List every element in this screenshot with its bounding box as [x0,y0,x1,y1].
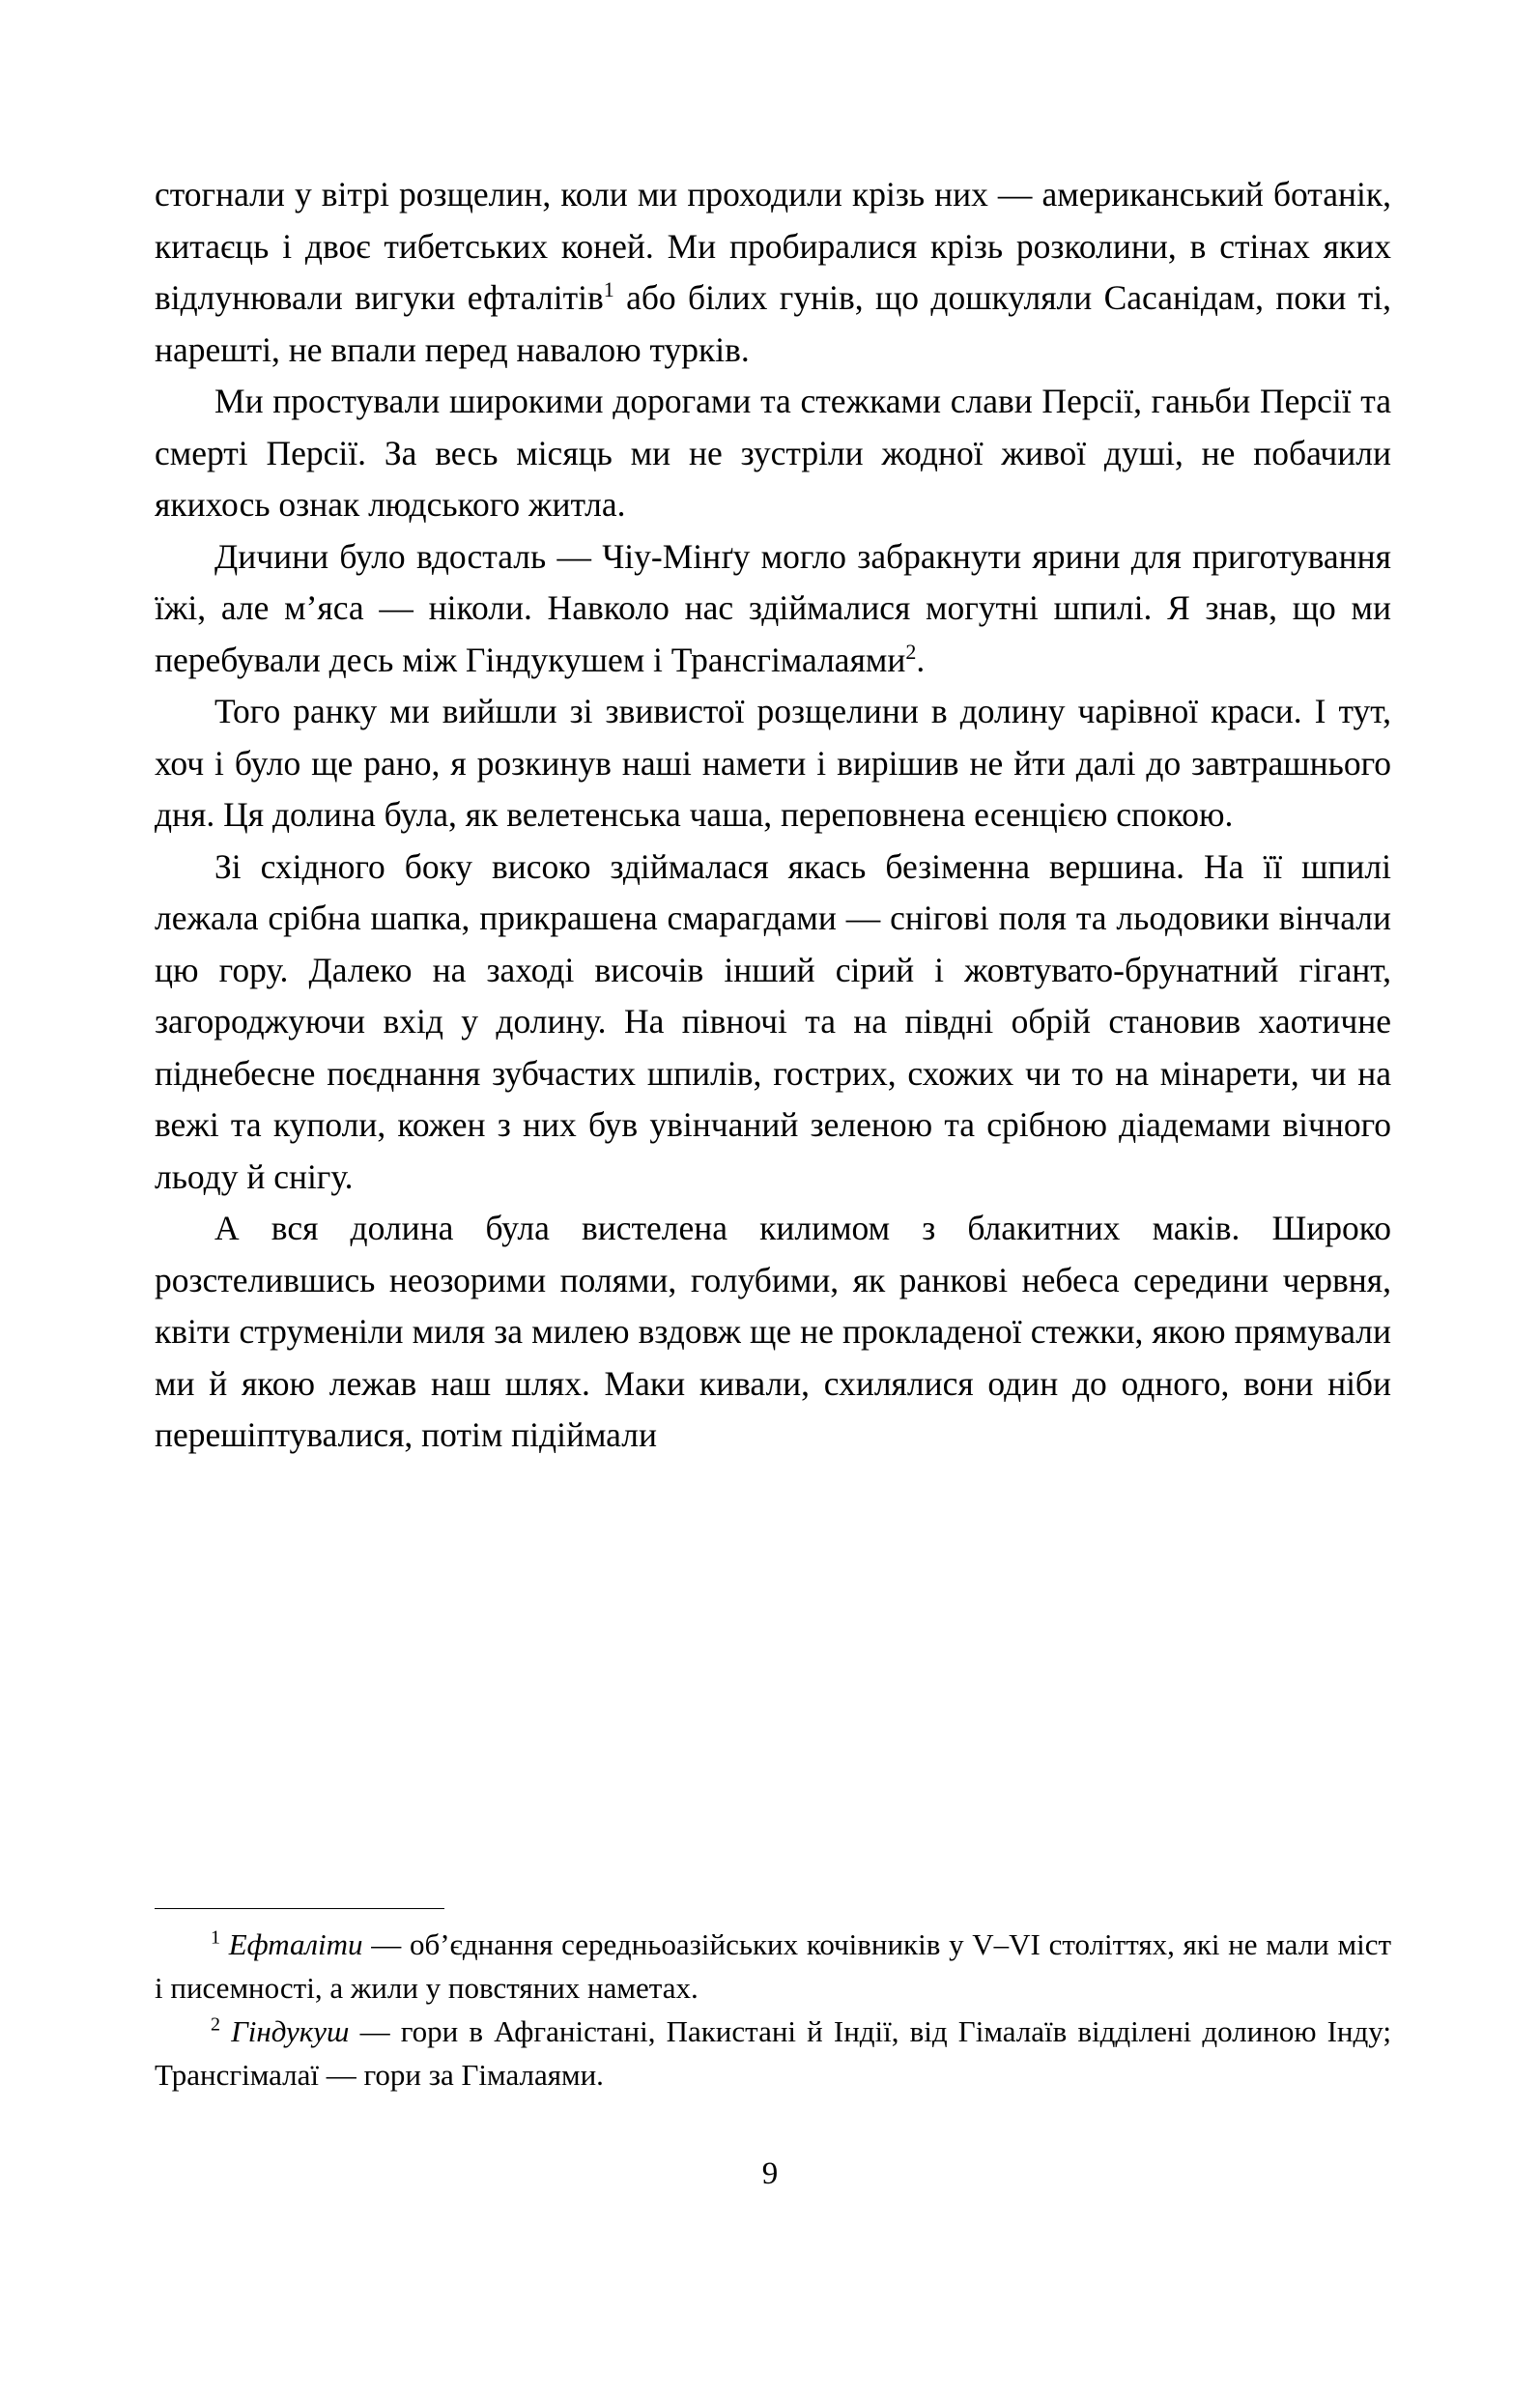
footnote-separator-rule [155,1908,444,1909]
footnote-term: Ефталіти [228,1927,363,1961]
footnote-item [155,1923,1391,2010]
footnote-ref: 1 [603,277,614,302]
body-text [155,169,1391,1462]
paragraph: Зі східного боку високо здіймалася якась безіменна вершина. На її шпилі лежала срібна шапка, прикрашена смарагдами — снігові поля та льодовики вінчали цю гору. Далеко на заході височів інший сірий і жовтувато-брунатний гігант, загороджуючи вхід у долину. На півночі та на півдні обрій становив хаотичне піднебесне поєднання зубчастих шпилів, гострих, схожих чи то на мінарети, чи на вежі та куполи, кожен з них був увінчаний зеленою та срібною діадемами вічного льоду й снігу. [155,846,1391,1196]
paragraph: Того ранку ми вийшли зі звивистої розщелини в долину чарівної краси. І тут, хоч і було ще рано, я розкинув наші намети і вирішив не йти далі до завтрашнього дня. Ця долина була, як велетенська чаша, переповнена есенцією спокою. [155,692,1391,834]
footnote-item [155,2010,1391,2096]
paragraph: А вся долина була вистелена килимом з блакитних маків. Широко розстелившись неозорими полями, голубими, як ранкові небеса середини червня, квіти струменіли миля за милею вздовж ще не прокладеної стежки, якою прямували ми й якою лежав наш шлях. Маки кивали, схилялися один до одного, вони ніби перешіптувалися, потім підіймали [155,1209,1391,1454]
paragraph: стогнали у вітрі розщелин, коли ми проходили крізь них — американський ботанік, китаєць і двоє тибетських коней. Ми пробиралися крізь розколини, в стінах яких відлунювали вигуки ефталітів$^1$ або білих гунів, що дошкуляли Сасанідам, поки ті, нарешті, не впали перед навалою турків. [155,175,1391,369]
paragraph: Дичини було вдосталь — Чіу-Мінґу могло забракнути ярини для приготування їжі, але м’яса — ніколи. Навколо нас здіймалися могутні шпилі. Я знав, що ми перебували десь між Гіндукушем і Трансгімалаями$^2$. [155,536,1391,679]
footnote-marker: 1 [211,1926,220,1949]
footnote-text: — об’єднання середньоазійських кочівників у V–VI століттях, які не мали міст і писемності, а жили у повстяних наметах. [155,1927,1391,2005]
footnote-ref: 2 [905,639,917,664]
paragraph: Ми простували широкими дорогами та стежками слави Персії, ганьби Персії та смерті Персії. За весь місяць ми не зустріли жодної живої душі, не побачили якихось ознак людського житла. [155,382,1391,524]
footnote-marker: 2 [211,2013,220,2036]
footnotes-section [155,1908,1391,2096]
page-number: 9 [761,2156,779,2191]
footnote-term: Гіндукуш [231,2014,350,2048]
footnote-text: — гори в Афганістані, Пакистані й Індії, від Гімалаїв відділені долиною Інду; Трансгімалаї — гори за Гімалаями. [155,2014,1392,2092]
